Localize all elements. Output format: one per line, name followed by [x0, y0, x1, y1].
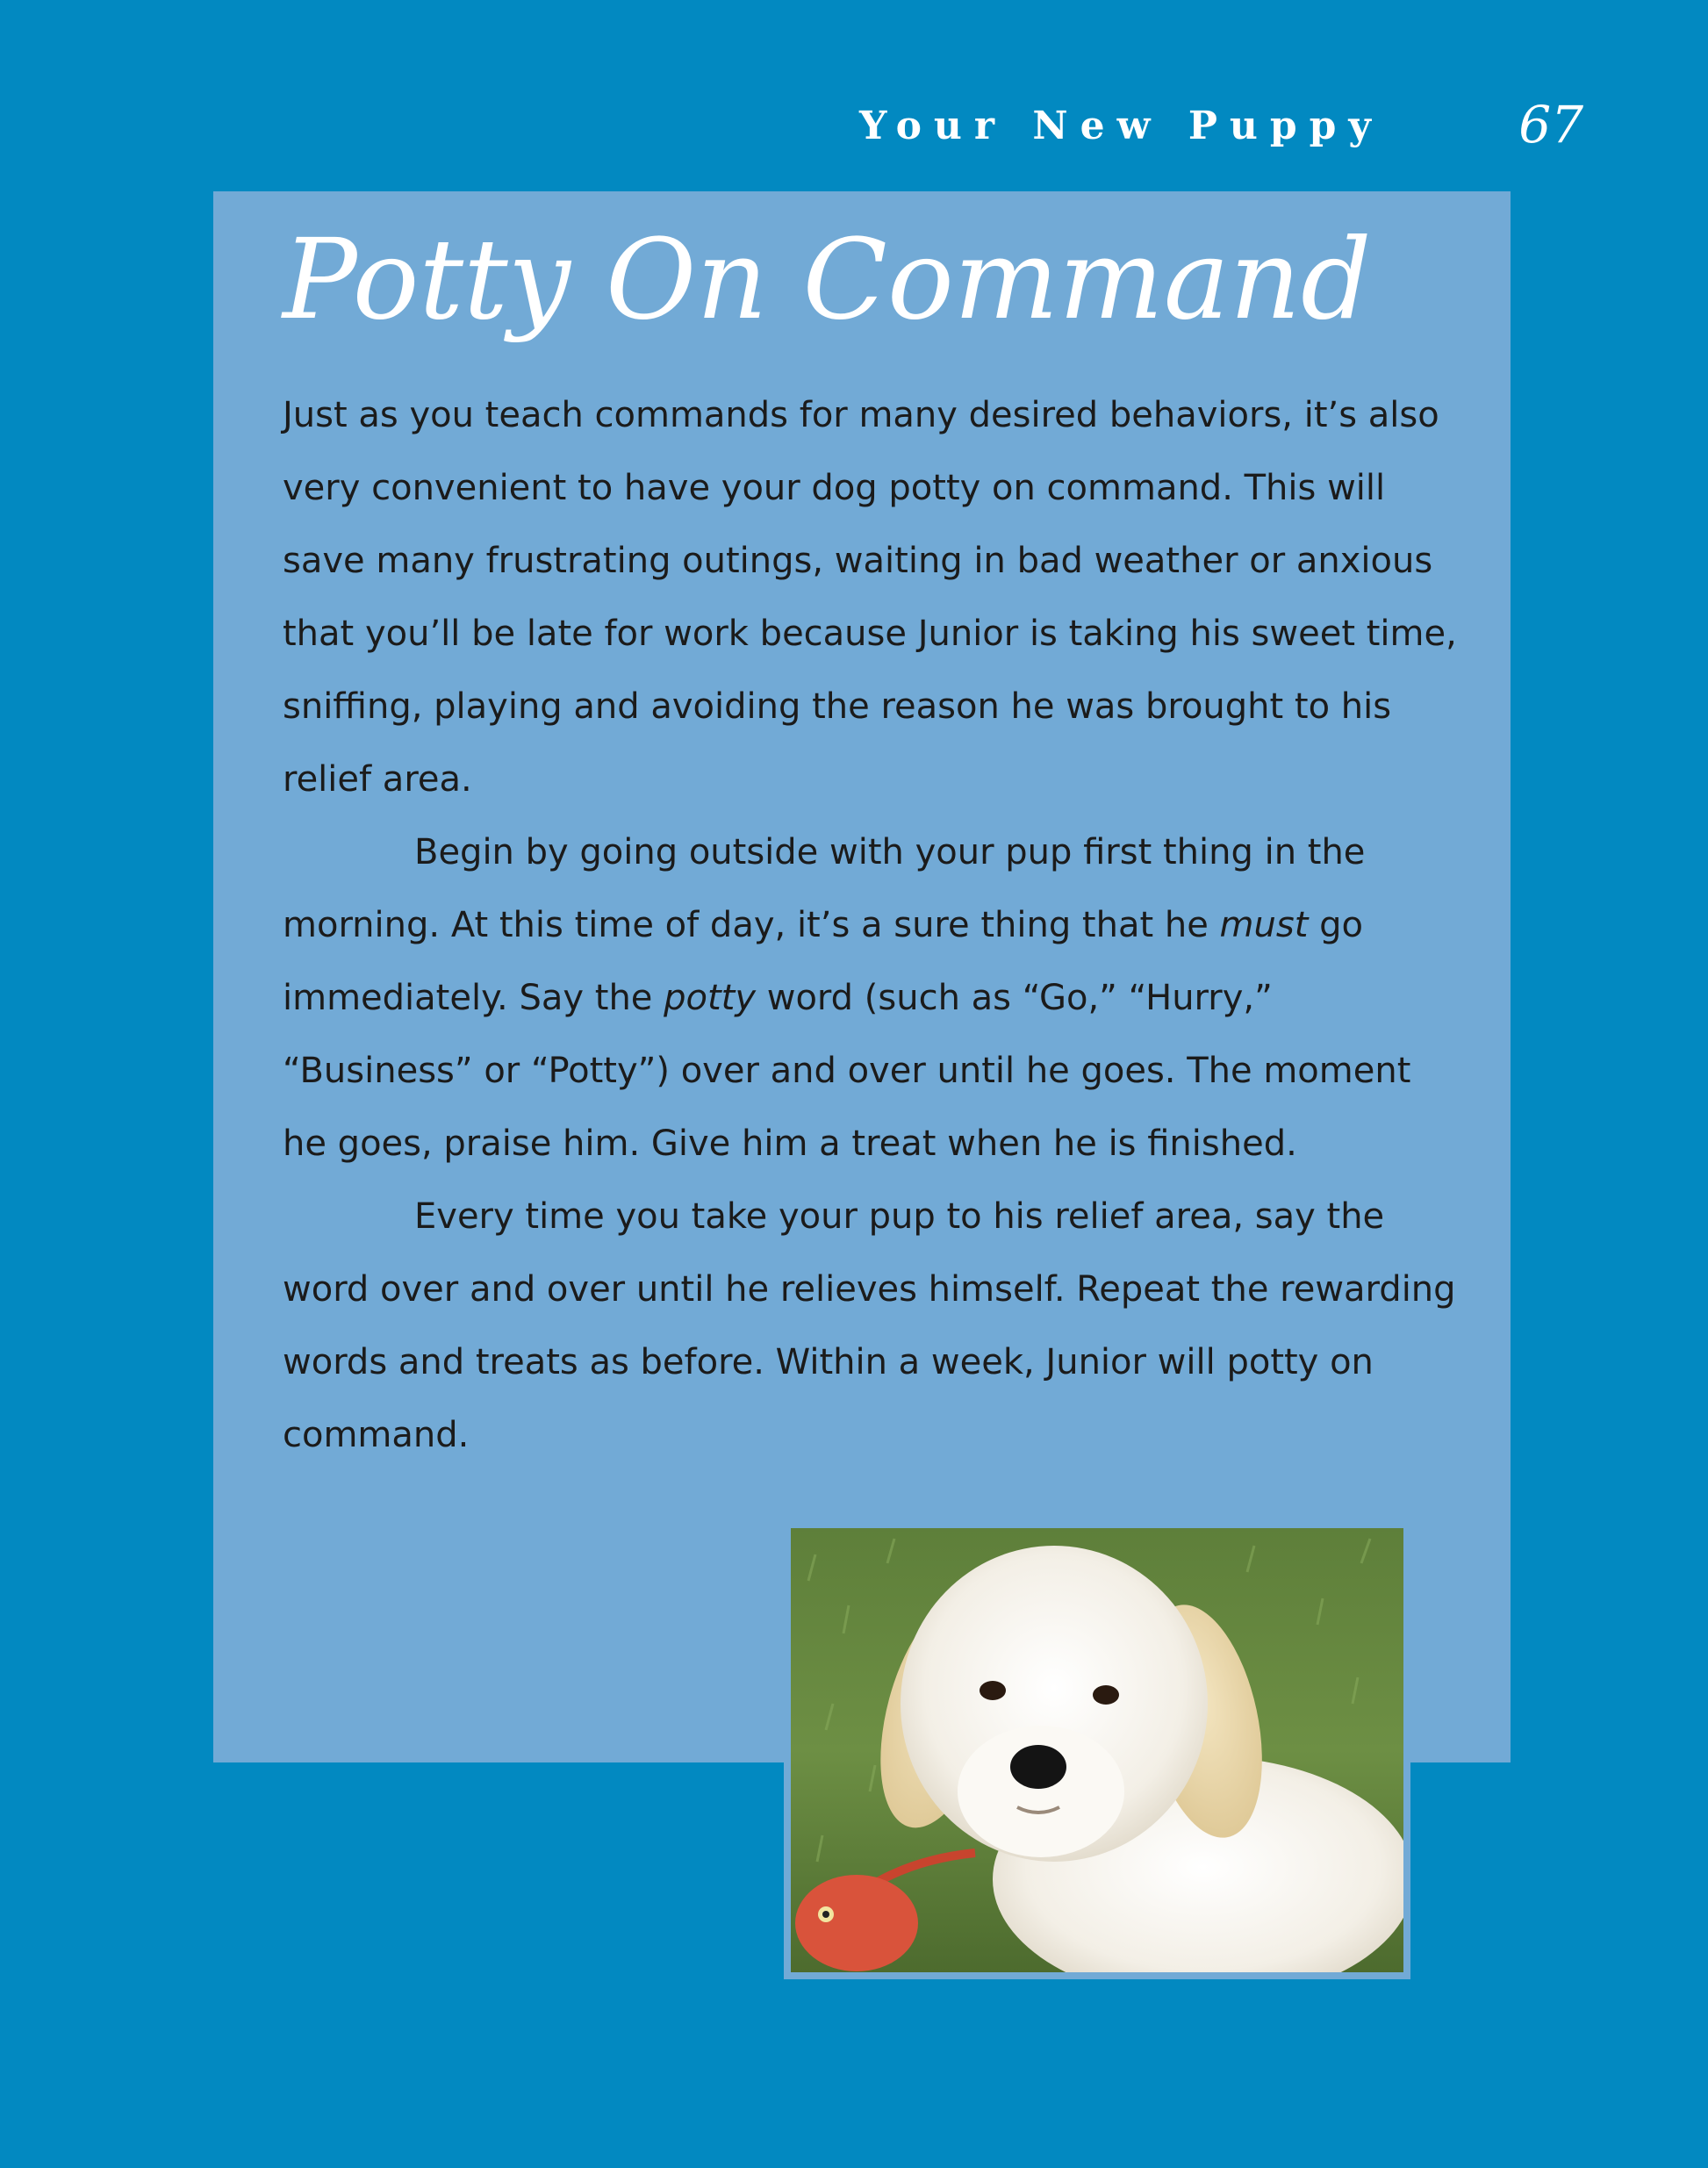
page-number: 67 — [1518, 95, 1583, 154]
paragraph-2 — [283, 816, 1459, 1181]
paragraph-2-text-c: word (such as “Go,” “Hurry,” “Business” or “Potty”) over and over until he goes. The moment he goes, praise him. Give him a treat when he is finished. — [283, 978, 1411, 1164]
paragraph-1-text: Just as you teach commands for many desired behaviors, it’s also very convenient to have your dog potty on command. This will save many frustrating outings, waiting in bad weather or anxious that you’ll be late for work because Junior is taking his sweet time, sniffing, playing and avoiding the reason he was brought to his relief area. — [283, 395, 1457, 800]
emphasis-potty: potty — [664, 978, 757, 1018]
paragraph-1 — [283, 379, 1459, 816]
paragraph-2-text-a: Begin by going outside with your pup first thing in the morning. At this time of day, it’s a sure thing that he — [283, 832, 1366, 945]
article-body — [283, 379, 1459, 1472]
paragraph-3 — [283, 1181, 1459, 1472]
puppy-left-eye — [980, 1681, 1006, 1700]
paragraph-2-text-b: go immediately. Say the — [283, 905, 1363, 1018]
puppy-photo-frame — [784, 1521, 1410, 1979]
running-header-title: Your New Puppy — [858, 104, 1383, 148]
red-toy — [795, 1875, 918, 1971]
puppy-right-eye — [1093, 1685, 1119, 1705]
article-title: Potty On Command — [283, 215, 1372, 344]
puppy-nose — [1010, 1745, 1066, 1789]
paragraph-3-text: Every time you take your pup to his relief area, say the word over and over until he relieves himself. Repeat the rewarding words and treats as before. Within a week, Junior will potty on command. — [283, 1196, 1456, 1455]
emphasis-must: must — [1219, 905, 1309, 945]
puppy-photo — [791, 1528, 1403, 1972]
